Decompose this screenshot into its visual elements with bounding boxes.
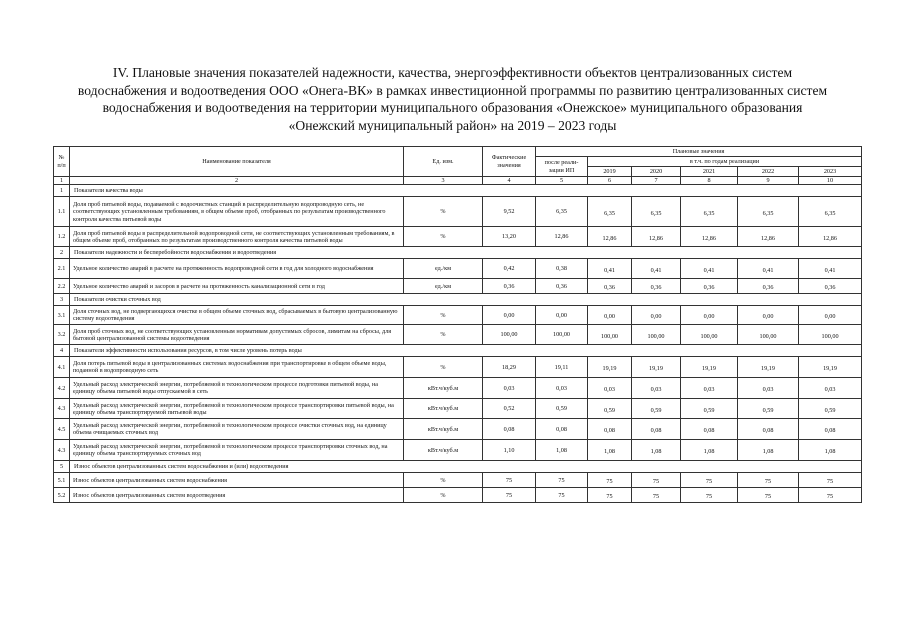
value-cell: 100,00 — [799, 325, 862, 345]
row-number: 1.2 — [54, 227, 70, 247]
unit: % — [404, 325, 483, 345]
table-body — [54, 185, 862, 503]
title-line-2: водоснабжения и водоотведения ООО «Онега-ВК» в рамках инвестиционной программы по развитию централизованных систем — [77, 82, 828, 98]
value-cell: 0,03 — [681, 378, 738, 399]
table-row — [54, 197, 862, 227]
unit: % — [404, 227, 483, 247]
row-number: 5.2 — [54, 488, 70, 503]
section-number: 5 — [54, 461, 70, 473]
value-cell: 75 — [536, 488, 588, 503]
title-line-1: IV. Плановые значения показателей надежности, качества, энергоэффективности объектов централизованных систем — [112, 65, 793, 80]
row-number: 4.1 — [54, 357, 70, 378]
value-cell: 75 — [681, 488, 738, 503]
value-cell: 12,86 — [632, 227, 681, 247]
section-title: Показатели качества воды — [70, 185, 862, 197]
table-row — [54, 306, 862, 325]
indicator-name: Доля потерь питьевой воды в централизованных системах водоснабжения при транспортировке в общем объеме воды, поданной в водопроводную сеть — [70, 357, 404, 378]
value-cell: 19,19 — [588, 357, 632, 378]
table-row — [54, 440, 862, 461]
unit: кВт.ч/куб.м — [404, 378, 483, 399]
col-number: 2 — [70, 177, 404, 185]
value-cell: 75 — [588, 488, 632, 503]
section-number: 1 — [54, 185, 70, 197]
value-cell: 1,08 — [588, 440, 632, 461]
value-cell: 6,35 — [799, 197, 862, 227]
value-cell: 1,08 — [536, 440, 588, 461]
value-cell: 6,35 — [681, 197, 738, 227]
value-cell: 19,19 — [738, 357, 799, 378]
value-cell: 0,41 — [799, 259, 862, 279]
title-line-3: водоснабжения и водоотведения на территории муниципального образования «Онежское» муниципального образования — [102, 100, 803, 115]
value-cell: 0,59 — [536, 399, 588, 419]
col-number: 5 — [536, 177, 588, 185]
value-cell: 0,03 — [588, 378, 632, 399]
value-cell: 75 — [536, 473, 588, 488]
row-number: 5.1 — [54, 473, 70, 488]
indicator-name: Доля сточных вод, не подвергающихся очистке в общем объеме сточных вод, сбрасываемых в бытовую централизованную систему водоотведения — [70, 306, 404, 325]
col-number: 7 — [632, 177, 681, 185]
value-cell: 1,08 — [681, 440, 738, 461]
title-line-4: «Онежский муниципальный район» на 2019 – 2023 годы — [288, 117, 617, 133]
value-cell: 100,00 — [738, 325, 799, 345]
value-cell: 1,08 — [632, 440, 681, 461]
value-cell: 0,36 — [588, 279, 632, 294]
row-number: 4.2 — [54, 378, 70, 399]
row-number: 4.5 — [54, 419, 70, 440]
header-by-years: в т.ч. по годам реализации — [588, 157, 862, 167]
value-cell: 0,36 — [738, 279, 799, 294]
value-cell: 12,86 — [738, 227, 799, 247]
value-cell: 0,36 — [483, 279, 536, 294]
value-cell: 0,59 — [588, 399, 632, 419]
value-cell: 100,00 — [681, 325, 738, 345]
value-cell: 0,08 — [536, 419, 588, 440]
value-cell: 6,35 — [738, 197, 799, 227]
unit: % — [404, 488, 483, 503]
header-actual: Фактические значения — [483, 147, 536, 177]
table-row — [54, 279, 862, 294]
section-row — [54, 185, 862, 197]
value-cell: 0,59 — [738, 399, 799, 419]
value-cell: 0,03 — [536, 378, 588, 399]
value-cell: 0,52 — [483, 399, 536, 419]
value-cell: 75 — [483, 473, 536, 488]
table-row — [54, 357, 862, 378]
indicator-name: Износ объектов централизованных систем водоотведения — [70, 488, 404, 503]
indicator-name: Доля проб питьевой воды в распределительной водопроводной сети, не соответствующих установленным требованиям, в общем объеме проб, отобранных по результатам производственного контроля качества питьевой воды — [70, 227, 404, 247]
value-cell: 75 — [799, 473, 862, 488]
value-cell: 0,59 — [632, 399, 681, 419]
unit: % — [404, 473, 483, 488]
value-cell: 75 — [681, 473, 738, 488]
row-number: 2.2 — [54, 279, 70, 294]
unit: кВт.ч/куб.м — [404, 419, 483, 440]
value-cell: 6,35 — [632, 197, 681, 227]
value-cell: 0,00 — [738, 306, 799, 325]
value-cell: 19,11 — [536, 357, 588, 378]
value-cell: 0,36 — [681, 279, 738, 294]
value-cell: 12,86 — [799, 227, 862, 247]
value-cell: 12,86 — [536, 227, 588, 247]
section-row — [54, 294, 862, 306]
value-cell: 0,38 — [536, 259, 588, 279]
section-row — [54, 461, 862, 473]
value-cell: 12,86 — [588, 227, 632, 247]
value-cell: 0,41 — [632, 259, 681, 279]
value-cell: 75 — [632, 488, 681, 503]
indicator-name: Удельный расход электрической энергии, потребляемой в технологическом процессе подготовки питьевой воды, на единицу объема питьевой воды отпускаемой в сеть — [70, 378, 404, 399]
col-number: 1 — [54, 177, 70, 185]
unit: кВт.ч/куб.м — [404, 440, 483, 461]
section-title: Показатели очистки сточных вод — [70, 294, 862, 306]
section-number: 2 — [54, 247, 70, 259]
value-cell: 75 — [799, 488, 862, 503]
value-cell: 0,00 — [588, 306, 632, 325]
value-cell: 0,36 — [632, 279, 681, 294]
header-year: 2023 — [799, 167, 862, 177]
table-row — [54, 259, 862, 279]
header-year: 2021 — [681, 167, 738, 177]
value-cell: 0,00 — [483, 306, 536, 325]
value-cell: 100,00 — [632, 325, 681, 345]
indicator-name: Удельное количество аварий в расчете на протяженность водопроводной сети в год для холодного водоснабжения — [70, 259, 404, 279]
table-row — [54, 488, 862, 503]
value-cell: 75 — [738, 488, 799, 503]
value-cell: 9,52 — [483, 197, 536, 227]
row-number: 3.1 — [54, 306, 70, 325]
value-cell: 0,41 — [738, 259, 799, 279]
value-cell: 0,41 — [681, 259, 738, 279]
value-cell: 18,29 — [483, 357, 536, 378]
row-number: 3.2 — [54, 325, 70, 345]
value-cell: 100,00 — [536, 325, 588, 345]
value-cell: 75 — [632, 473, 681, 488]
col-number: 6 — [588, 177, 632, 185]
header-planned: Плановые значения — [536, 147, 862, 157]
value-cell: 0,42 — [483, 259, 536, 279]
unit: % — [404, 197, 483, 227]
table-row — [54, 473, 862, 488]
section-number: 3 — [54, 294, 70, 306]
header-num: № п/п — [54, 147, 70, 177]
unit: кВт.ч/куб.м — [404, 399, 483, 419]
header-year: 2020 — [632, 167, 681, 177]
table-row — [54, 399, 862, 419]
col-number: 8 — [681, 177, 738, 185]
header-name: Наименование показателя — [70, 147, 404, 177]
value-cell: 75 — [483, 488, 536, 503]
indicator-name: Удельный расход электрической энергии, потребляемой в технологическом процессе транспортировки сточных вод, на единицу объема транспортируемых сточных вод — [70, 440, 404, 461]
value-cell: 75 — [738, 473, 799, 488]
section-title: Показатели надежности и бесперебойности водоснабжения и водоотведения — [70, 247, 862, 259]
value-cell: 0,00 — [681, 306, 738, 325]
value-cell: 0,08 — [799, 419, 862, 440]
indicator-name: Доля проб питьевой воды, подаваемой с водоочистных станций в распределительную водопроводную сеть, не соответствующих установленным требованиям, в общем объеме проб, отобранных по результатам производственного контроля качества питьевой воды — [70, 197, 404, 227]
col-number: 4 — [483, 177, 536, 185]
row-number: 1.1 — [54, 197, 70, 227]
value-cell: 19,19 — [632, 357, 681, 378]
row-number: 4.3 — [54, 440, 70, 461]
table-row — [54, 325, 862, 345]
value-cell: 12,86 — [681, 227, 738, 247]
unit: % — [404, 357, 483, 378]
value-cell: 75 — [588, 473, 632, 488]
indicator-name: Доля проб сточных вод, не соответствующих установленным нормативам допустимых сбросов, лимитам на сбросы, для бытовой централизованной системы водоотведения — [70, 325, 404, 345]
header-year: 2022 — [738, 167, 799, 177]
value-cell: 19,19 — [681, 357, 738, 378]
value-cell: 0,03 — [483, 378, 536, 399]
value-cell: 13,20 — [483, 227, 536, 247]
col-number: 9 — [738, 177, 799, 185]
unit: ед./км — [404, 279, 483, 294]
value-cell: 0,00 — [799, 306, 862, 325]
indicator-name: Удельное количество аварий и засоров в расчете на протяженность канализационной сети в год — [70, 279, 404, 294]
value-cell: 0,00 — [536, 306, 588, 325]
value-cell: 0,03 — [738, 378, 799, 399]
value-cell: 0,03 — [632, 378, 681, 399]
header-year: 2019 — [588, 167, 632, 177]
value-cell: 1,10 — [483, 440, 536, 461]
value-cell: 0,03 — [799, 378, 862, 399]
header-after: после реали-зации ИП — [536, 157, 588, 177]
header-unit: Ед. изм. — [404, 147, 483, 177]
indicator-name: Удельный расход электрической энергии, потребляемой в технологическом процессе очистки сточных вод, на единицу объема очищаемых сточных вод — [70, 419, 404, 440]
indicators-table — [53, 146, 862, 503]
value-cell: 0,08 — [483, 419, 536, 440]
section-number: 4 — [54, 345, 70, 357]
document-title — [40, 64, 865, 134]
value-cell: 100,00 — [588, 325, 632, 345]
value-cell: 0,59 — [799, 399, 862, 419]
section-title: Показатели эффективности использования ресурсов, в том числе уровень потерь воды — [70, 345, 862, 357]
value-cell: 6,35 — [536, 197, 588, 227]
value-cell: 19,19 — [799, 357, 862, 378]
section-row — [54, 345, 862, 357]
unit: ед./км — [404, 259, 483, 279]
value-cell: 0,08 — [738, 419, 799, 440]
value-cell: 0,08 — [681, 419, 738, 440]
section-row — [54, 247, 862, 259]
value-cell: 100,00 — [483, 325, 536, 345]
table-row — [54, 419, 862, 440]
value-cell: 1,08 — [799, 440, 862, 461]
value-cell: 6,35 — [588, 197, 632, 227]
value-cell: 1,08 — [738, 440, 799, 461]
value-cell: 0,00 — [632, 306, 681, 325]
col-number: 3 — [404, 177, 483, 185]
value-cell: 0,08 — [588, 419, 632, 440]
indicator-name: Износ объектов централизованных систем водоснабжения — [70, 473, 404, 488]
value-cell: 0,59 — [681, 399, 738, 419]
indicator-name: Удельный расход электрической энергии, потребляемой в технологическом процессе транспортировки питьевой воды, на единицу объема транспортируемой питьевой воды — [70, 399, 404, 419]
section-title: Износ объектов централизованных систем водоснабжения и (или) водоотведения — [70, 461, 862, 473]
table-row — [54, 378, 862, 399]
value-cell: 0,36 — [799, 279, 862, 294]
value-cell: 0,36 — [536, 279, 588, 294]
value-cell: 0,08 — [632, 419, 681, 440]
value-cell: 0,41 — [588, 259, 632, 279]
row-number: 4.3 — [54, 399, 70, 419]
col-number: 10 — [799, 177, 862, 185]
unit: % — [404, 306, 483, 325]
row-number: 2.1 — [54, 259, 70, 279]
table-row — [54, 227, 862, 247]
